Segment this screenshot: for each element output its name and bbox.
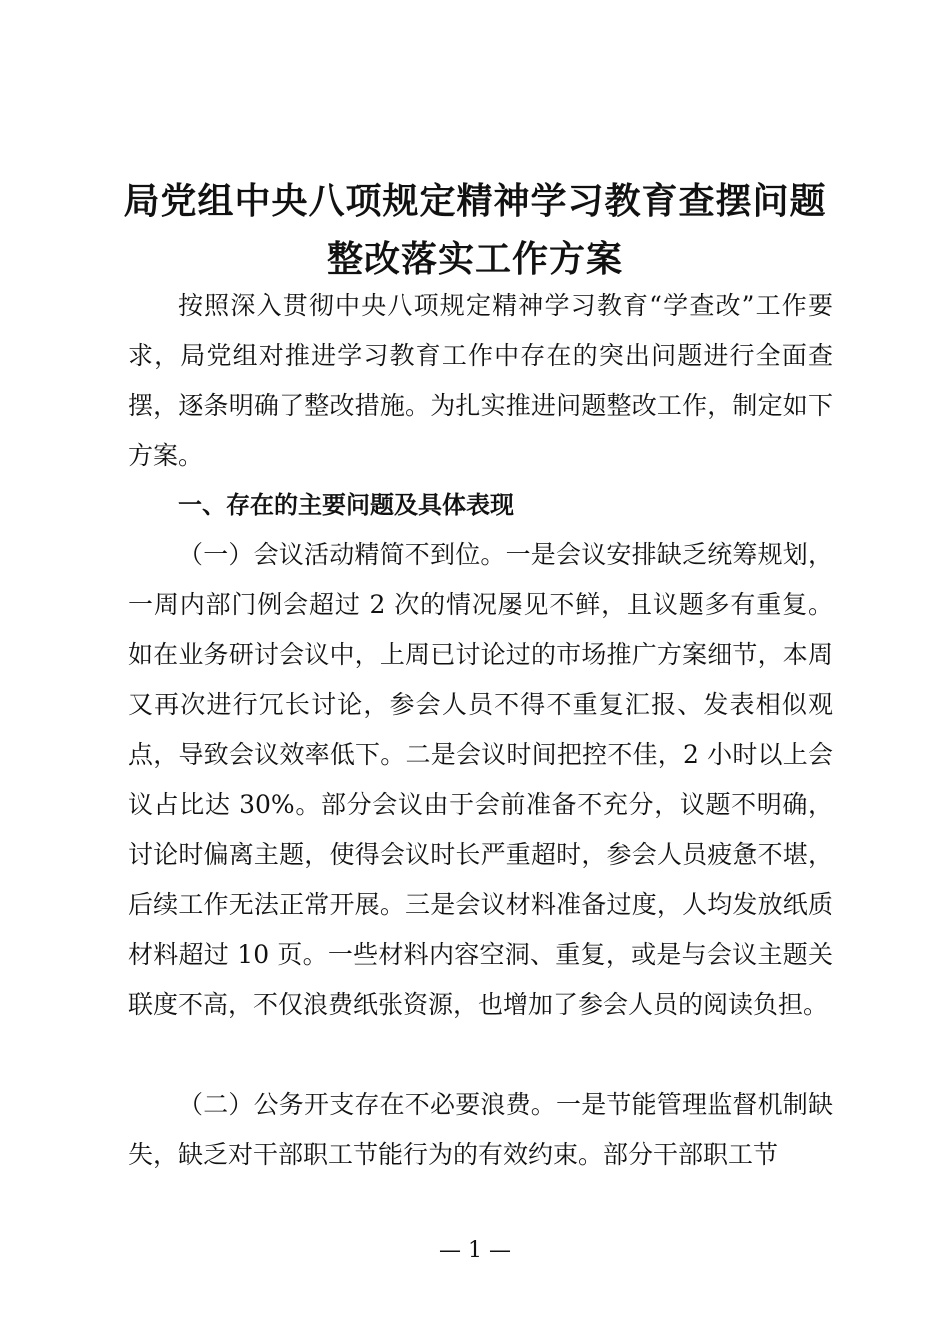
document-title: 局党组中央八项规定精神学习教育查摆问题整改落实工作方案 bbox=[123, 180, 827, 280]
intro-paragraph: 按照深入贯彻中央八项规定精神学习教育“学查改”工作要求，局党组对推进学习教育工作中存在的突出问题进行全面查摆，逐条明确了整改措施。为扎实推进问题整改工作，制定如下方案。 bbox=[128, 291, 833, 470]
section-2-paragraph: （二）公务开支存在不必要浪费。一是节能管理监督机制缺失，缺乏对干部职工节能行为的有效约束。部分干部职工节 bbox=[128, 1090, 833, 1169]
page-number: — 1 — bbox=[439, 1238, 511, 1263]
section-1-paragraph: （一）会议活动精简不到位。一是会议安排缺乏统筹规划，一周内部门例会超过 2 次的情况屡见不鲜，且议题多有重复。如在业务研讨会议中，上周已讨论过的市场推广方案细节，本周又再次进行冗长讨论，参会人员不得不重复汇报、发表相似观点，导致会议效率低下。二是会议时间把控不佳，2 小时以上会议占比达 30%。部分会议由于会前准备不充分，议题不明确，讨论时偏离主题，使得会议时长严重超时，参会人员疲惫不堪，后续工作无法正常开展。三是会议材料准备过度，人均发放纸质材料超过 10 页。一些材料内容空洞、重复，或是与会议主题关联度不高，不仅浪费纸张资源，也增加了参会人员的阅读负担。 bbox=[128, 540, 833, 1019]
section-heading: 一、存在的主要问题及具体表现 bbox=[178, 491, 514, 519]
